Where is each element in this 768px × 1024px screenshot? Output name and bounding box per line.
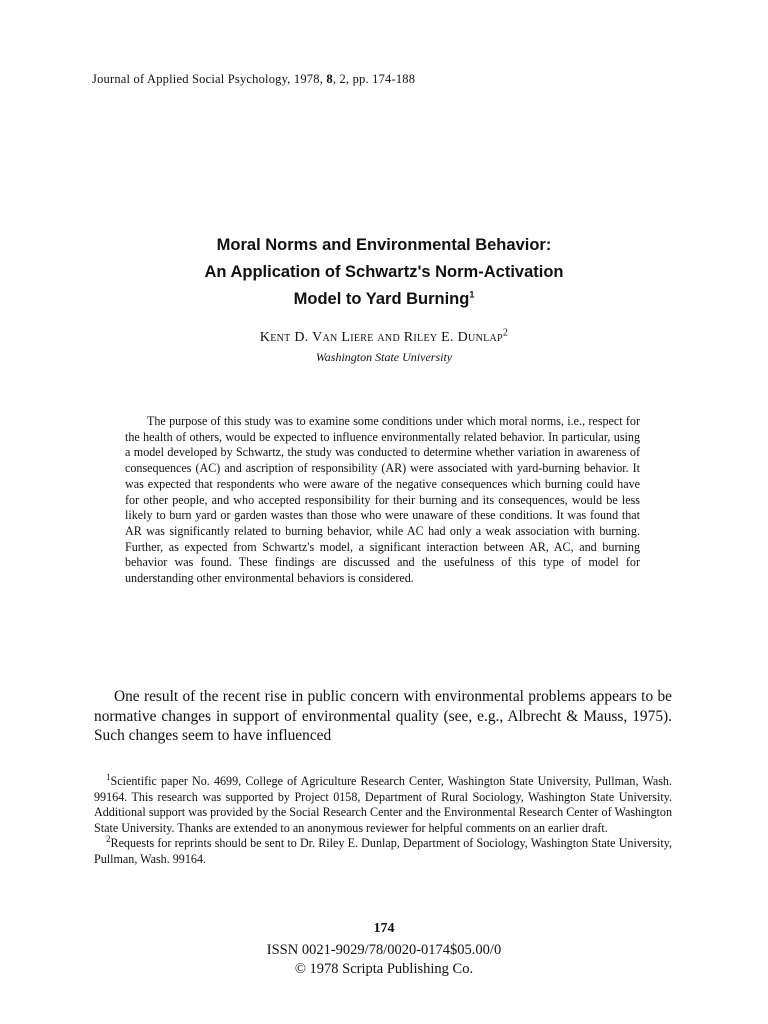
footnote-1-text: Scientific paper No. 4699, College of Agriculture Research Center, Washington State University, Pullman, Wash. 99164. This research was supported by Project 0158, Department of Rural Sociology, Washington State University. Additional support was provided by the Social Research Center and the Environmental Research Center of Washington State University. Thanks are extended to an anonymous reviewer for helpful comments on an earlier draft. [94, 774, 672, 835]
footnote-2-marker: 2 [106, 834, 111, 845]
footnotes [94, 771, 672, 868]
author-footnote-marker: 2 [502, 327, 509, 339]
footnote-2 [94, 836, 672, 867]
journal-volume: 8 [326, 72, 333, 86]
body-paragraph: One result of the recent rise in public concern with environmental problems appears to be normative changes in support of environmental quality (see, e.g., Albrecht & Mauss, 1975). Such changes seem to have influenced [94, 688, 672, 745]
title-footnote-marker: 1 [469, 289, 475, 300]
title-line-2: An Application of Schwartz's Norm-Activation [204, 263, 564, 281]
title-line-3-text: Model to Yard Burning [293, 290, 470, 308]
issn-line: ISSN 0021-9029/78/0020-0174$05.00/0 [266, 942, 502, 958]
journal-citation-prefix: Journal of Applied Social Psychology, 1978, [92, 72, 327, 86]
copyright-line: © 1978 Scripta Publishing Co. [294, 961, 474, 977]
title-line-3 [100, 286, 668, 313]
footnote-2-text: Requests for reprints should be sent to Dr. Riley E. Dunlap, Department of Sociology, Washington State University, Pullman, Wash. 99164. [94, 836, 672, 866]
title-line-1: Moral Norms and Environmental Behavior: [216, 236, 552, 254]
author-affiliation: Washington State University [315, 350, 453, 364]
author-names: Kent D. Van Liere and Riley E. Dunlap [259, 330, 503, 345]
article-title [100, 232, 668, 313]
abstract: The purpose of this study was to examine some conditions under which moral norms, i.e., respect for the health of others, would be expected to influence environmentally related behavior. In particular, using a model developed by Schwartz, the study was conducted to determine whether variation in awareness of consequences (AC) and ascription of responsibility (AR) were associated with yard-burning behavior. It was expected that respondents who were aware of the negative consequences which burning could have for other people, and who accepted responsibility for their burning and its consequences, would be less likely to burn yard or garden wastes than those who were unaware of these conditions. It was found that AR was significantly related to burning behavior, while AC had only a weak association with burning. Further, as expected from Schwartz's model, a significant interaction between AR, AC, and burning behavior was found. These findings are discussed and the usefulness of this type of model for understanding other environmental behaviors is considered. [125, 414, 640, 586]
journal-issue-pages: , 2, pp. 174-188 [332, 72, 416, 86]
footnote-1 [94, 771, 672, 836]
journal-citation [92, 72, 415, 87]
page-number: 174 [373, 921, 395, 936]
author-list [100, 327, 668, 346]
footnote-1-marker: 1 [106, 771, 111, 782]
